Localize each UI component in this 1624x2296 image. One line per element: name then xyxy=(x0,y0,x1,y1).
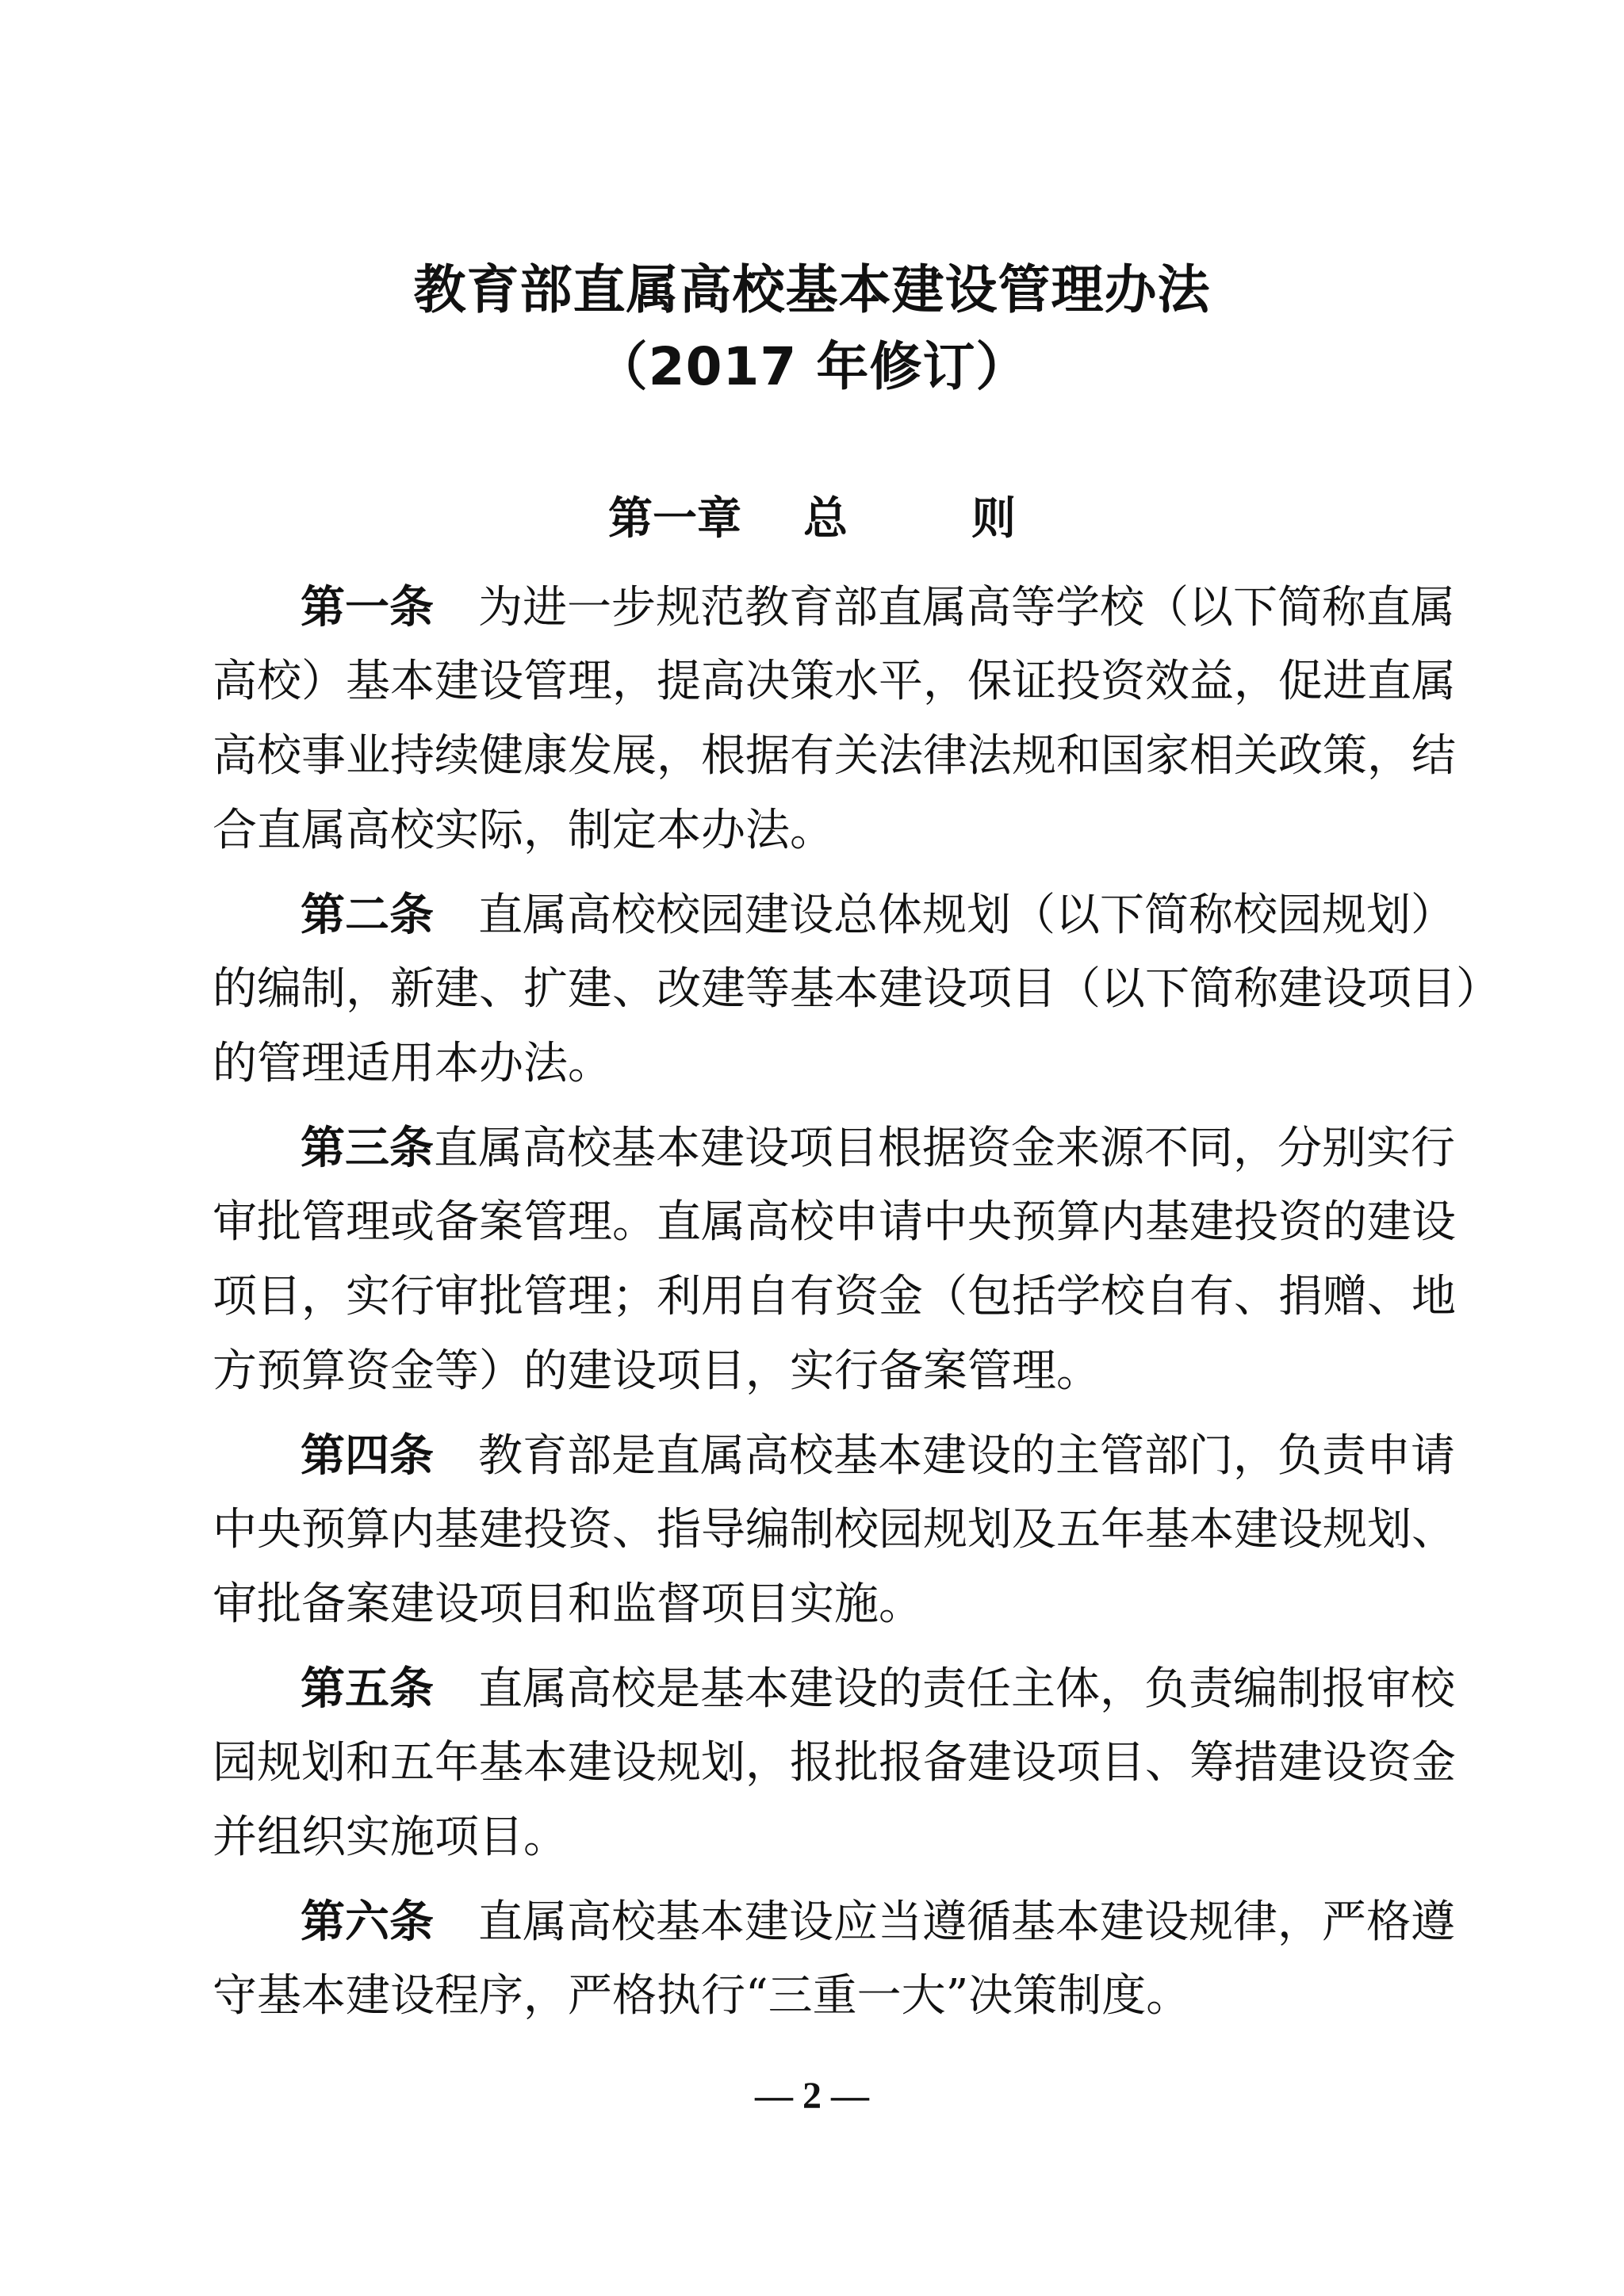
page-number: — 2 — xyxy=(755,2075,869,2117)
article-6-line-1 xyxy=(301,1896,1455,1948)
article-4-line-3: 审批备案建设项目和监督项目实施。 xyxy=(213,1578,923,1630)
article-3-line-2: 审批管理或备案管理。直属高校申请中央预算内基建投资的建设 xyxy=(213,1196,1456,1248)
article-4-line-2: 中央预算内基建投资、指导编制校园规划及五年基本建设规划、 xyxy=(213,1504,1456,1556)
article-4-line-1 xyxy=(301,1429,1455,1482)
article-3-line-3: 项目，实行审批管理；利用自有资金（包括学校自有、捐赠、地 xyxy=(213,1271,1456,1322)
article-5-line-3: 并组织实施项目。 xyxy=(213,1812,568,1863)
article-5-line-1 xyxy=(301,1663,1455,1715)
document-subtitle: （2017 年修订） xyxy=(595,336,1029,397)
article-2-line-1 xyxy=(301,889,1455,941)
article-3-line-4: 方预算资金等）的建设项目，实行备案管理。 xyxy=(213,1345,1101,1397)
article-label: 第二条 xyxy=(301,889,434,941)
article-1-line-2: 高校）基本建设管理，提高决策水平，保证投资效益，促进直属 xyxy=(213,656,1456,707)
article-5-line-2: 园规划和五年基本建设规划，报批报备建设项目、筹措建设资金 xyxy=(213,1737,1456,1789)
article-text: 直属高校是基本建设的责任主体，负责编制报审校 xyxy=(478,1663,1455,1715)
article-text: 直属高校基本建设应当遵循基本建设规律，严格遵 xyxy=(478,1896,1455,1948)
article-text: 直属高校基本建设项目根据资金来源不同，分别实行 xyxy=(434,1123,1455,1174)
article-6-line-2: 守基本建设程序，严格执行“三重一大”决策制度。 xyxy=(213,1970,1191,2022)
article-1-line-4: 合直属高校实际，制定本办法。 xyxy=(213,805,834,856)
article-1-line-3: 高校事业持续健康发展，根据有关法律法规和国家相关政策，结 xyxy=(213,730,1456,782)
article-label: 第五条 xyxy=(301,1663,434,1715)
chapter-heading: 第一章 总 则 xyxy=(608,492,1016,545)
article-1-line-1 xyxy=(301,581,1455,633)
article-2-line-3: 的管理适用本办法。 xyxy=(213,1038,612,1089)
article-text: 为进一步规范教育部直属高等学校（以下简称直属 xyxy=(478,582,1455,633)
article-2-line-2: 的编制，新建、扩建、改建等基本建设项目（以下简称建设项目） xyxy=(213,963,1500,1015)
article-text: 教育部是直属高校基本建设的主管部门，负责申请 xyxy=(478,1430,1455,1482)
article-label: 第四条 xyxy=(301,1429,434,1482)
article-label: 第一条 xyxy=(301,581,434,633)
article-3-line-1 xyxy=(301,1122,1455,1174)
article-label: 第三条 xyxy=(301,1122,434,1174)
document-title: 教育部直属高校基本建设管理办法 xyxy=(413,259,1211,320)
article-label: 第六条 xyxy=(301,1896,434,1948)
article-text: 直属高校校园建设总体规划（以下简称校园规划） xyxy=(478,890,1455,941)
